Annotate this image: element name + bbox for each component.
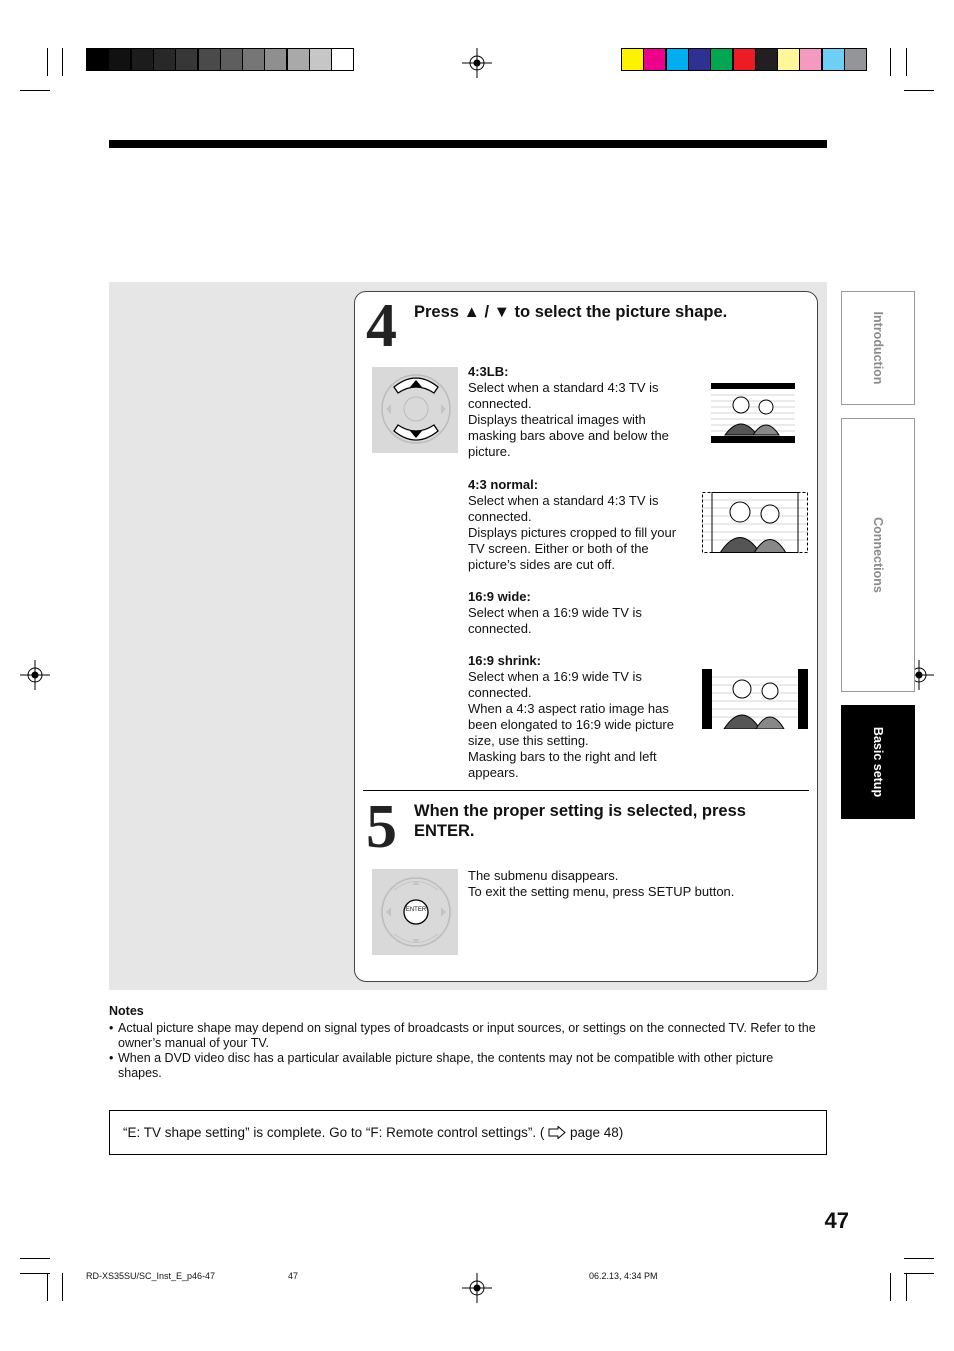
print-file-name: RD-XS35SU/SC_Inst_E_p46-47 [86, 1271, 216, 1281]
color-swatch [666, 48, 689, 71]
letterbox-picture-icon [711, 383, 795, 443]
tab-basic-setup[interactable] [841, 705, 915, 819]
print-page: 47 [288, 1271, 299, 1281]
option-4-3-normal [468, 477, 693, 573]
page-reference-arrow-icon [548, 1126, 566, 1139]
color-swatch [621, 48, 644, 71]
color-swatch [153, 48, 176, 71]
option-title: 4:3 normal: [468, 477, 539, 492]
tab-label: Introduction [871, 311, 885, 385]
option-line: size, use this setting. [468, 733, 589, 748]
color-swatch [777, 48, 800, 71]
option-line: Select when a standard 4:3 TV is [468, 380, 659, 395]
color-swatch [242, 48, 265, 71]
option-line: connected. [468, 396, 532, 411]
tab-introduction[interactable] [841, 291, 915, 405]
step-4-number: 4 [366, 292, 397, 360]
option-line: been elongated to 16:9 wide picture [468, 717, 674, 732]
color-swatch [220, 48, 243, 71]
registration-mark-icon [20, 660, 50, 690]
step-5-number: 5 [366, 793, 397, 861]
step-5-line1: The submenu disappears. [468, 868, 619, 883]
registration-mark-icon [462, 1273, 492, 1303]
option-title: 16:9 wide: [468, 589, 531, 604]
option-line: masking bars above and below the [468, 428, 669, 443]
step-4-heading: Press ▲ / ▼ to select the picture shape. [414, 303, 728, 321]
option-line: picture. [468, 444, 511, 459]
option-title: 4:3LB: [468, 364, 509, 379]
color-swatch [287, 48, 310, 71]
color-swatch [108, 48, 131, 71]
step-5-heading-line2: ENTER. [414, 822, 475, 840]
option-line: When a 4:3 aspect ratio image has [468, 701, 669, 716]
option-line: connected. [468, 621, 532, 636]
option-line: Displays pictures cropped to fill your [468, 525, 677, 540]
note-item: • Actual picture shape may depend on signal types of broadcasts or input sources, or settings on the connected TV. Refer to the owner’s manual of your TV. [118, 1021, 819, 1051]
option-line: Select when a 16:9 wide TV is [468, 605, 642, 620]
header-rule [109, 140, 827, 148]
completion-message: “E: TV shape setting” is complete. Go to “F: Remote control settings”. ( [123, 1125, 545, 1140]
step-5-line2: To exit the setting menu, press SETUP button. [468, 884, 735, 899]
print-timestamp: 06.2.13, 4:34 PM [589, 1271, 658, 1281]
color-swatch [309, 48, 332, 71]
shrink-picture-icon [702, 669, 808, 729]
option-line: picture’s sides are cut off. [468, 557, 615, 572]
tab-connections[interactable] [841, 418, 915, 692]
color-swatch [799, 48, 822, 71]
color-swatch [86, 48, 109, 71]
color-swatch [710, 48, 733, 71]
tab-label: Basic setup [871, 726, 885, 798]
color-swatch [688, 48, 711, 71]
option-4-3lb [468, 364, 693, 460]
tab-label: Connections [871, 517, 885, 593]
color-swatch [175, 48, 198, 71]
remote-enter-key-illustration [372, 869, 458, 955]
option-line: Select when a standard 4:3 TV is [468, 493, 659, 508]
color-swatch [755, 48, 778, 71]
color-swatch [733, 48, 756, 71]
color-swatch [844, 48, 867, 71]
enter-key-label: ENTER [405, 907, 427, 913]
cropped-picture-icon [702, 492, 808, 553]
step-divider [363, 790, 809, 791]
registration-mark-icon [462, 48, 492, 78]
option-line: Select when a 16:9 wide TV is [468, 669, 642, 684]
option-line: Masking bars to the right and left [468, 749, 657, 764]
notes-title: Notes [109, 1004, 144, 1018]
option-line: connected. [468, 509, 532, 524]
page-reference[interactable]: page 48) [569, 1125, 624, 1140]
color-swatch [131, 48, 154, 71]
completion-box [109, 1110, 827, 1155]
option-16-9-wide [468, 589, 693, 637]
option-line: connected. [468, 685, 532, 700]
option-title: 16:9 shrink: [468, 653, 541, 668]
notes-section [109, 1004, 819, 1081]
color-swatch [643, 48, 666, 71]
option-line: appears. [468, 765, 519, 780]
note-item: • When a DVD video disc has a particular available picture shape, the contents may not be compatible with other picture shapes. [118, 1051, 819, 1081]
step-5-heading-line1: When the proper setting is selected, press [414, 802, 746, 820]
color-swatch [198, 48, 221, 71]
page-number: 47 [824, 1208, 849, 1233]
remote-updown-keys-illustration [372, 367, 458, 453]
color-swatch [264, 48, 287, 71]
completion-text [123, 1125, 623, 1140]
option-line: Displays theatrical images with [468, 412, 646, 427]
option-line: TV screen. Either or both of the [468, 541, 649, 556]
option-16-9-shrink [468, 653, 693, 781]
color-swatch [331, 48, 354, 71]
color-swatch [822, 48, 845, 71]
